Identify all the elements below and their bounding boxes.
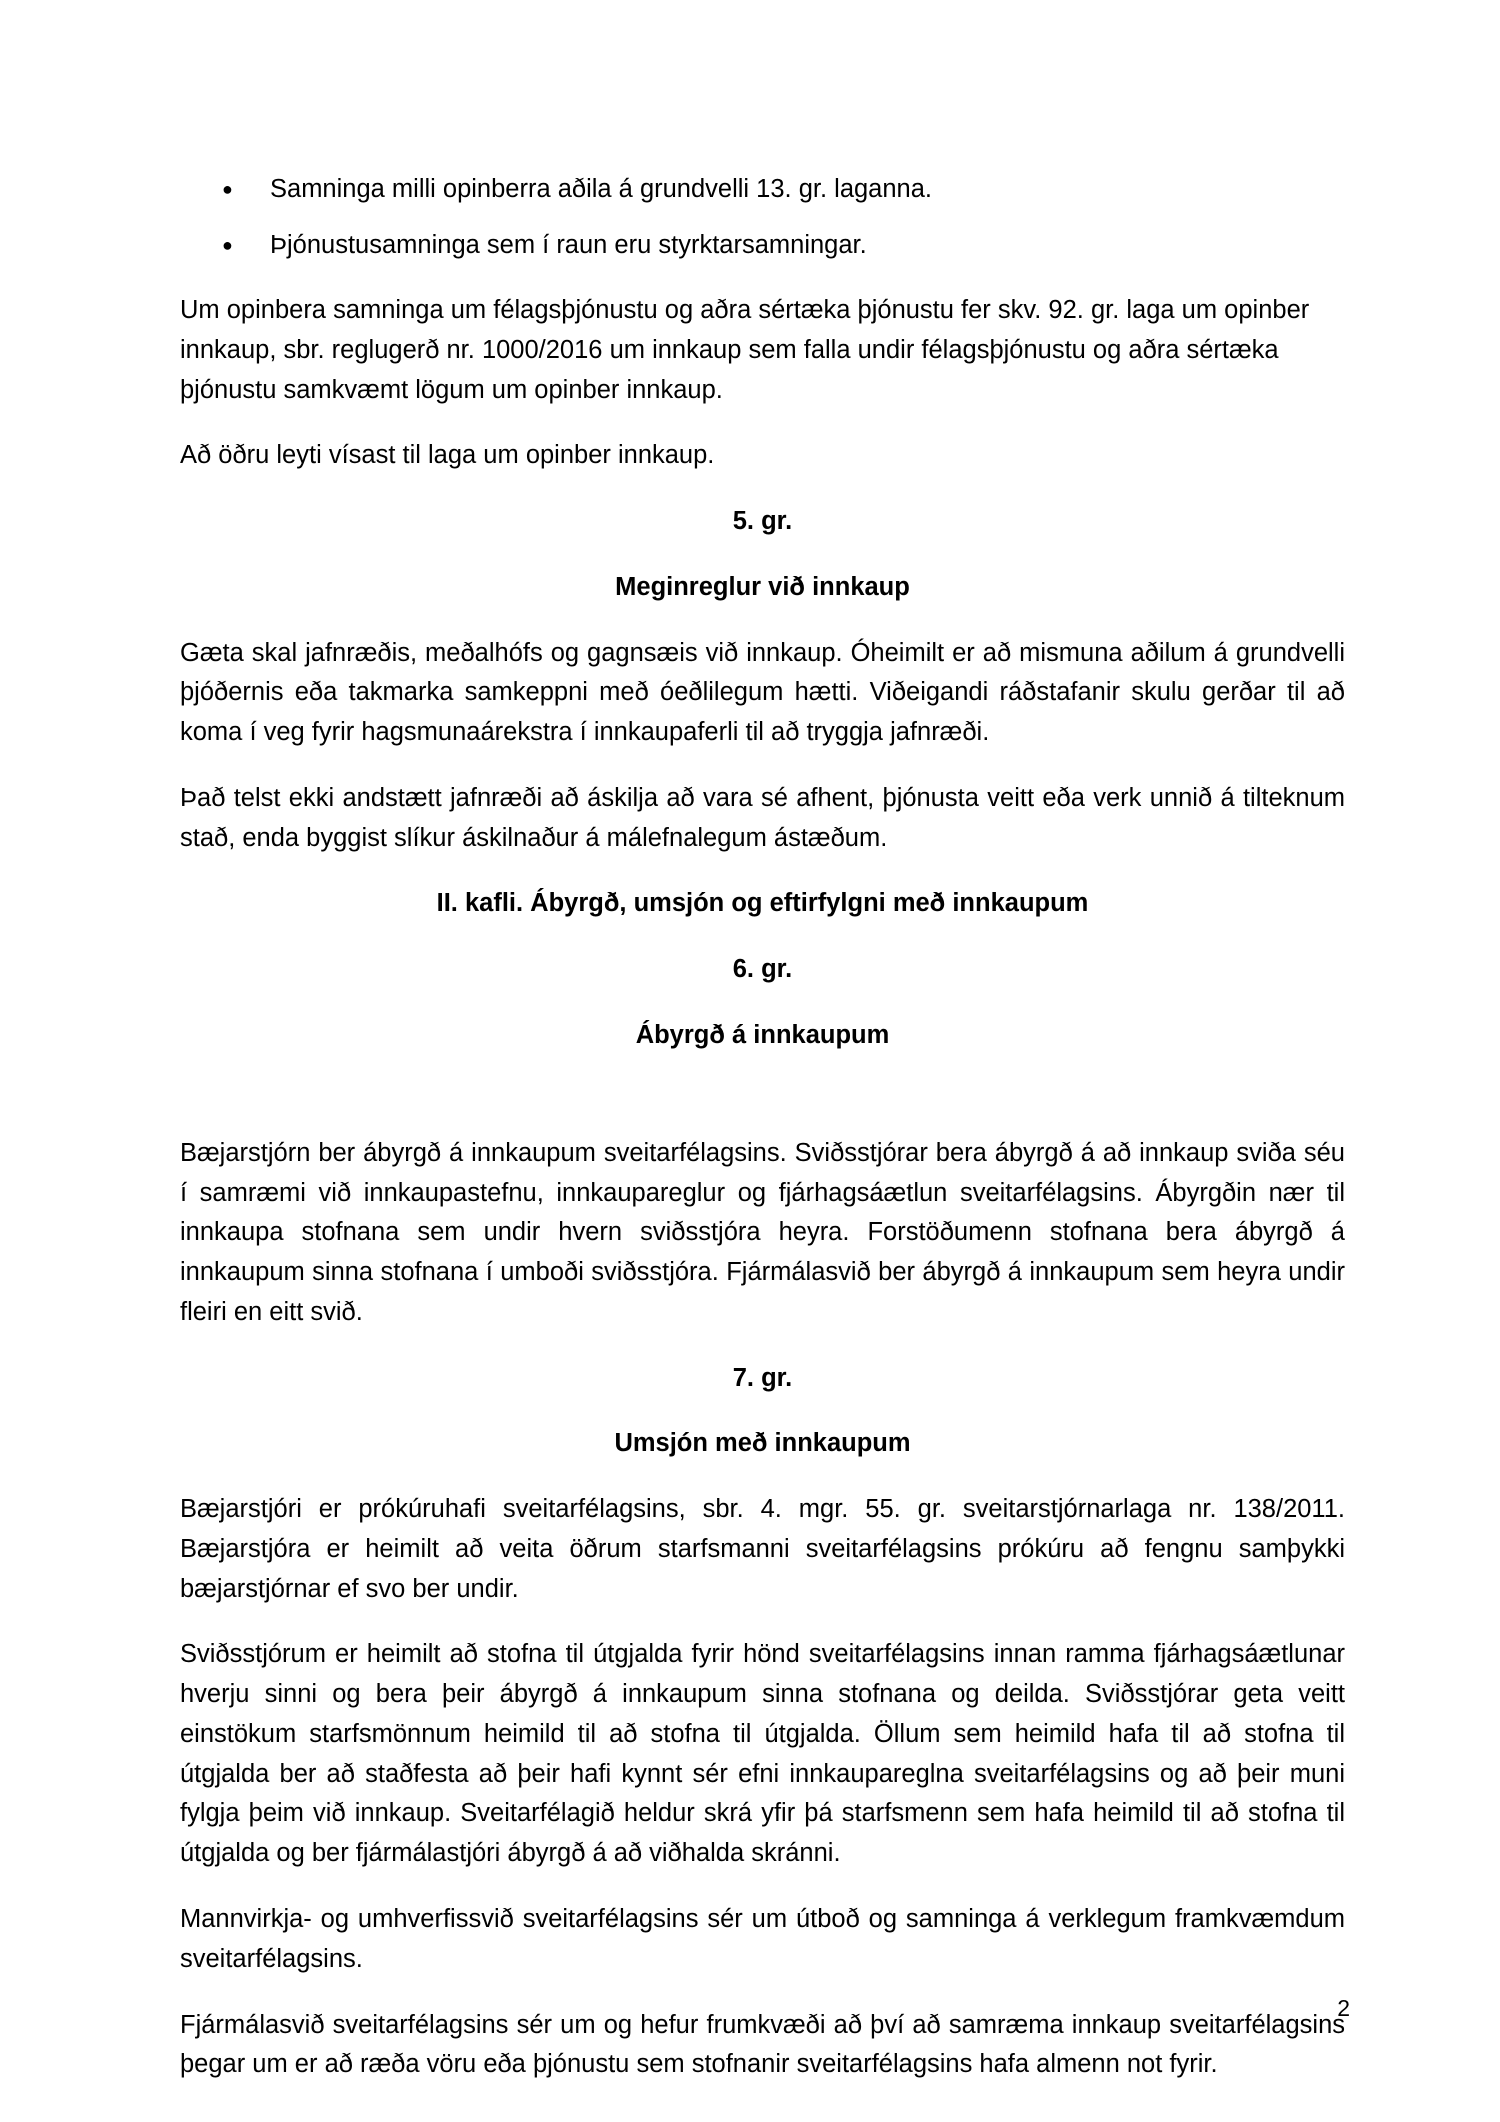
paragraph-ad-odru-leyti: Að öðru leyti vísast til laga um opinber innkaup. bbox=[180, 441, 715, 470]
heading-article-5-title: Meginreglur við innkaup bbox=[615, 572, 910, 601]
paragraph-svidsstjorum-heimilt: Sviðsstjórum er heimilt að stofna til útgjalda fyrir hönd sveitarfélagsins innan ramma fjárhagsáætlunar hverju sinni og bera þeir ábyrgð á innkaupum sinna stofnana og deilda. Sviðsstjórar geta veitt einstökum starfsmönnum heimild til að stofna til útgjalda. Öllum sem heimild hafa til að stofna til útgjalda ber að staðfesta að þeir hafi kynnt sér efni innkaupareglna sveitarfélagsins og að þeir muni fylgja þeim við innkaup. Sveitarfélagið heldur skrá yfir þá starfsmenn sem hafa heimild til að stofna til útgjalda og ber fjármálastjóri ábyrgð á að viðhalda skránni. bbox=[180, 1640, 1345, 1868]
paragraph-fjarmalasvid: Fjármálasvið sveitarfélagsins sér um og hefur frumkvæði að því að samræma innkaup sveitarfélagsins þegar um er að ræða vöru eða þjónustu sem stofnanir sveitarfélagsins hafa almenn not fyrir. bbox=[180, 2010, 1345, 2079]
bullet-list bbox=[180, 170, 1345, 265]
paragraph-opinbera-samninga: Um opinbera samninga um félagsþjónustu og aðra sértæka þjónustu fer skv. 92. gr. laga um opinber innkaup, sbr. reglugerð nr. 1000/2016 um innkaup sem falla undir félagsþjónustu og aðra sértæka þjónustu samkvæmt lögum um opinber innkaup. bbox=[180, 296, 1310, 404]
document-body bbox=[180, 170, 1345, 2085]
spacer bbox=[180, 1082, 1345, 1134]
heading-article-5-number: 5. gr. bbox=[732, 507, 793, 536]
heading-article-7-number: 7. gr. bbox=[732, 1363, 793, 1392]
paragraph-askilja-vara: Það telst ekki andstætt jafnræði að áskilja að vara sé afhent, þjónusta veitt eða verk unnið á tilteknum stað, enda byggist slíkur áskilnaður á málefnalegum ástæðum. bbox=[180, 783, 1345, 852]
list-item: ● Samninga milli opinberra aðila á grundvelli 13. gr. laganna. bbox=[180, 170, 1345, 210]
paragraph-baejarstjori-prokuruhafi: Bæjarstjóri er prókúruhafi sveitarfélagsins, sbr. 4. mgr. 55. gr. sveitarstjórnarlaga nr. 138/2011. Bæjarstjóra er heimilt að veita öðrum starfsmanni sveitarfélagsins prókúru að fengnu samþykki bæjarstjórnar ef svo ber undir. bbox=[180, 1495, 1345, 1603]
list-item: ● Þjónustusamninga sem í raun eru styrktarsamningar. bbox=[180, 226, 1345, 266]
heading-article-6-number: 6. gr. bbox=[732, 955, 793, 984]
paragraph-jafnraedi: Gæta skal jafnræðis, meðalhófs og gagnsæis við innkaup. Óheimilt er að mismuna aðilum á grundvelli þjóðernis eða takmarka samkeppni með óeðlilegum hætti. Viðeigandi ráðstafanir skulu gerðar til að koma í veg fyrir hagsmunaárekstra í innkaupaferli til að tryggja jafnræði. bbox=[180, 638, 1345, 747]
heading-chapter-2: II. kafli. Ábyrgð, umsjón og eftirfylgni með innkaupum bbox=[436, 889, 1089, 918]
heading-article-7-title: Umsjón með innkaupum bbox=[614, 1429, 911, 1458]
page-number: 2 bbox=[1337, 1995, 1350, 2021]
heading-article-6-title: Ábyrgð á innkaupum bbox=[635, 1020, 890, 1049]
paragraph-baejarstjorn-abyrgd: Bæjarstjórn ber ábyrgð á innkaupum sveitarfélagsins. Sviðsstjórar bera ábyrgð á að innkaup sviða séu í samræmi við innkaupastefnu, innkaupareglur og fjárhagsáætlun sveitarfélagsins. Ábyrgðin nær til innkaupa stofnana sem undir hvern sviðsstjóra heyra. Forstöðumenn stofnana bera ábyrgð á innkaupum sinna stofnana í umboði sviðsstjóra. Fjármálasvið ber ábyrgð á innkaupum sem heyra undir fleiri en eitt svið. bbox=[180, 1138, 1345, 1326]
paragraph-mannvirkja-umhverfissvid: Mannvirkja- og umhverfissvið sveitarfélagsins sér um útboð og samninga á verklegum framkvæmdum sveitarfélagsins. bbox=[180, 1905, 1345, 1973]
